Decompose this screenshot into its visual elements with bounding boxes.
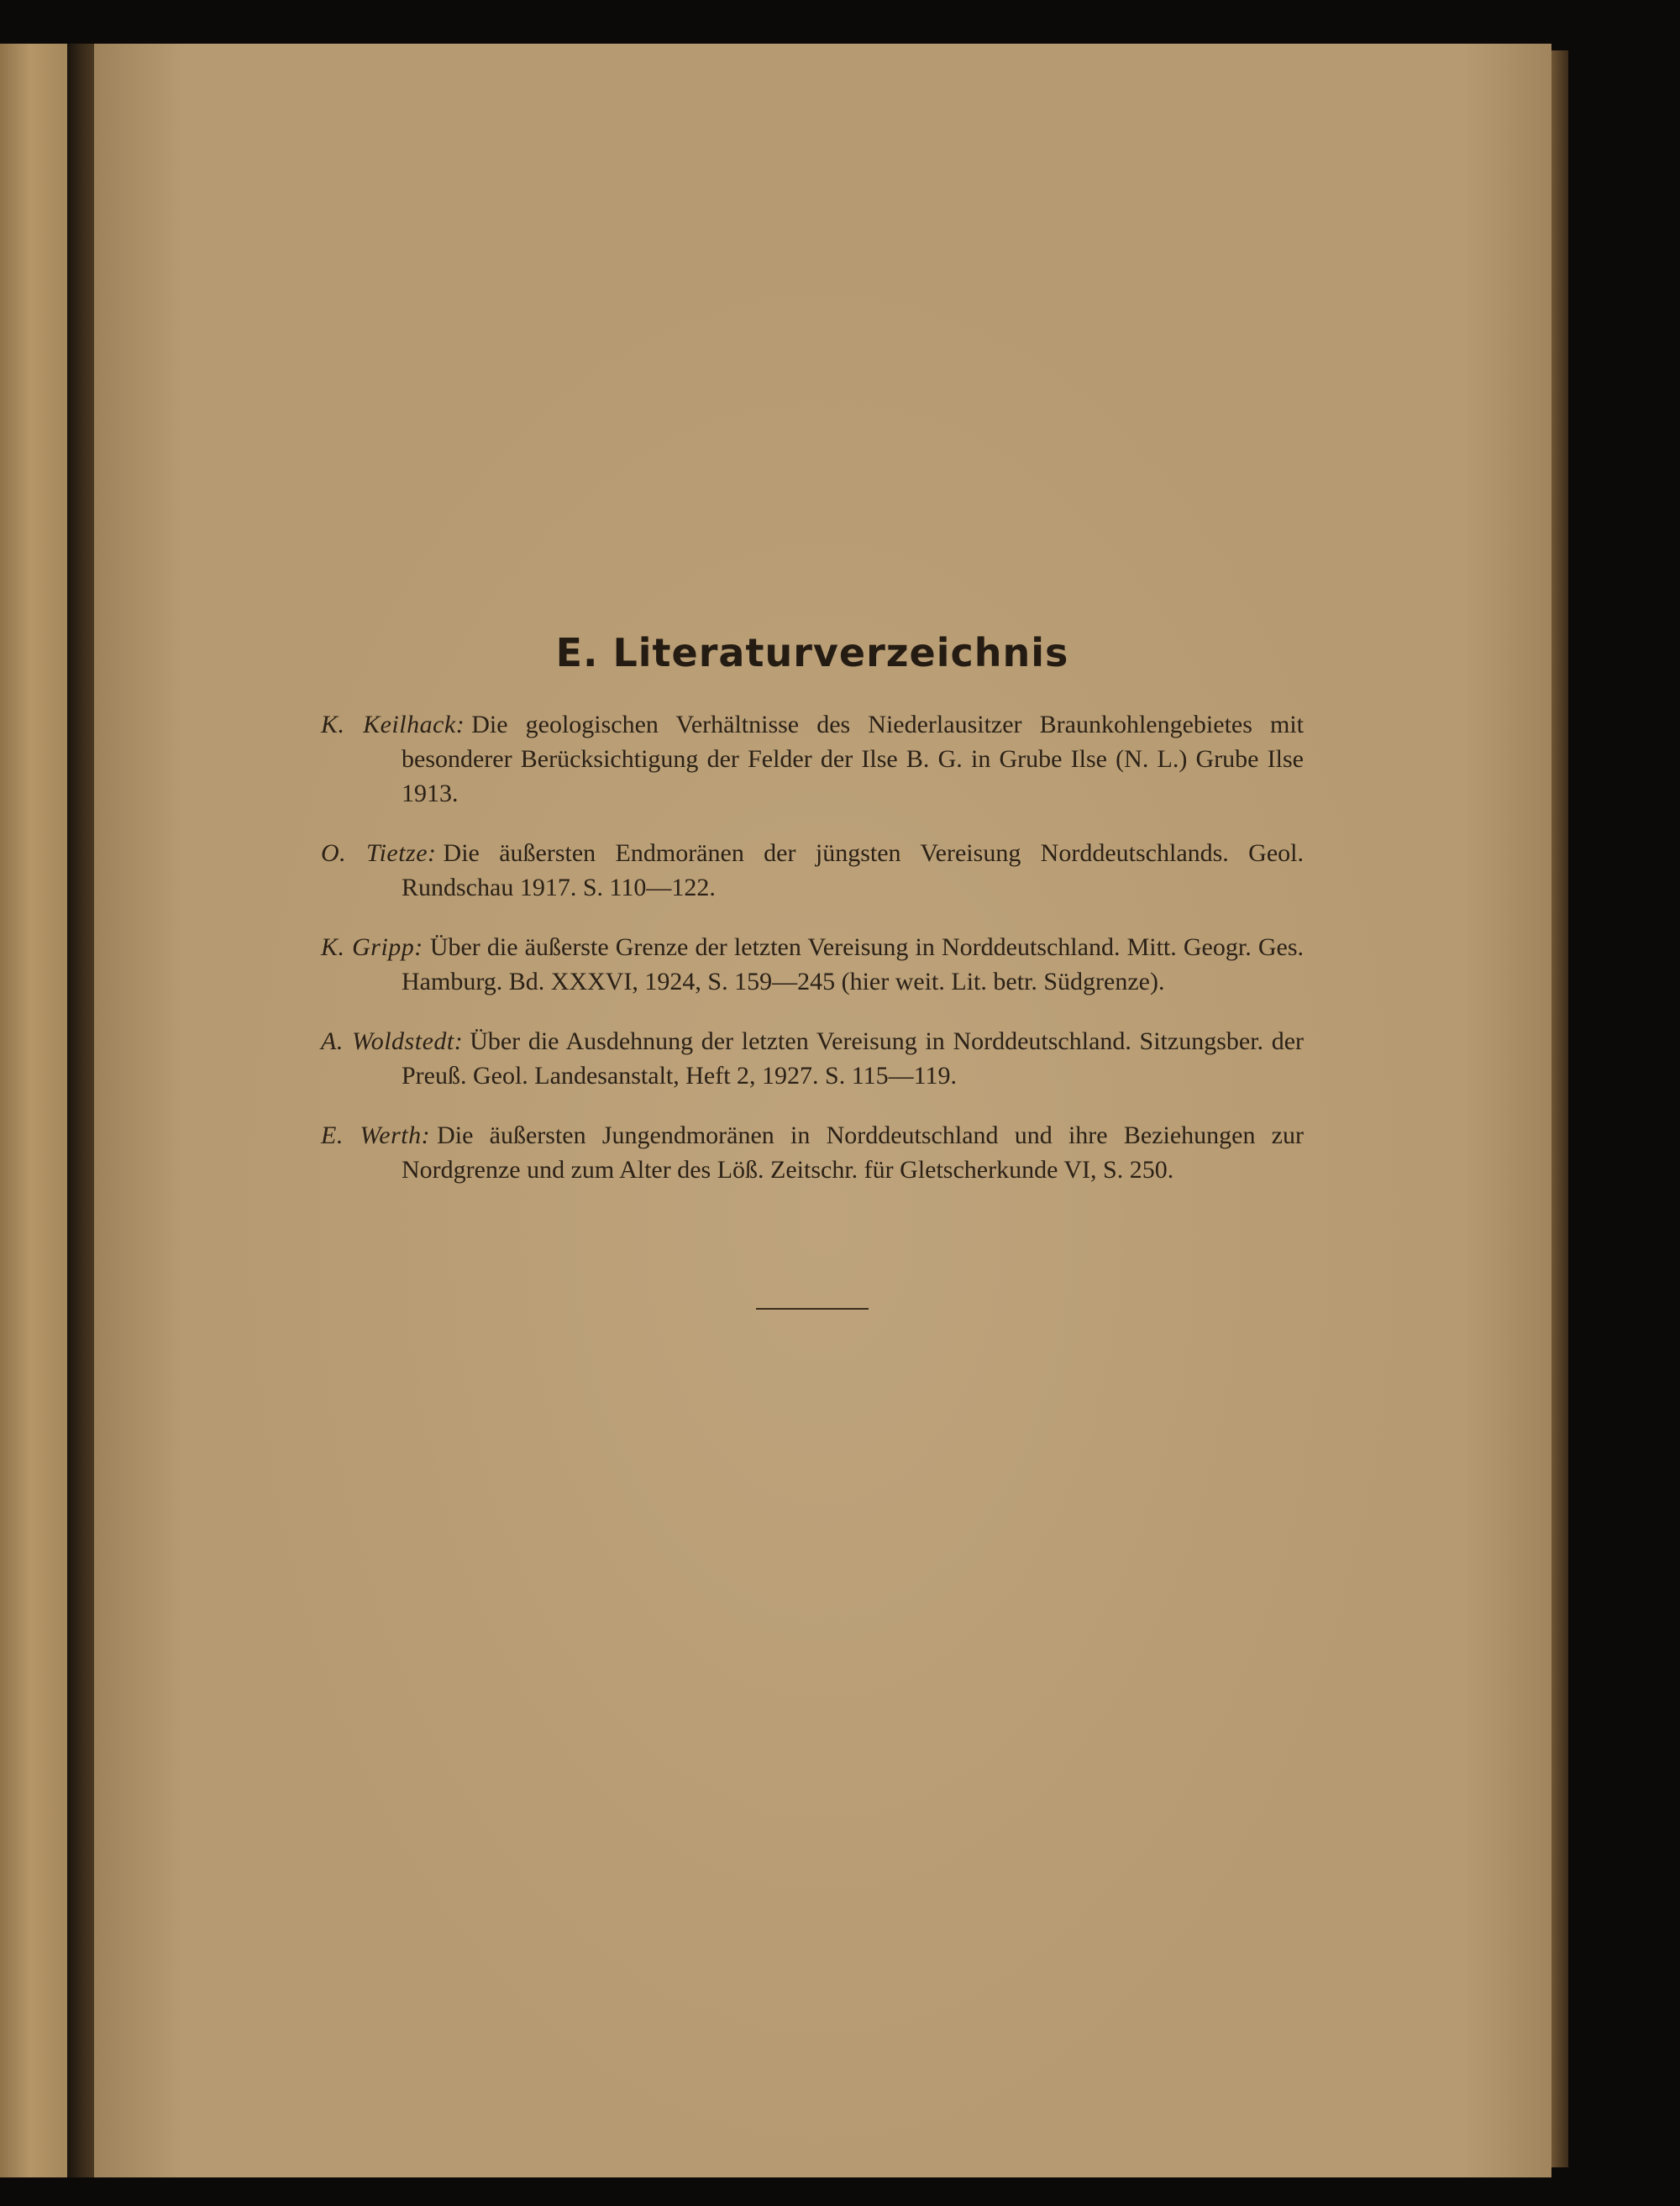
entry-author: E. Werth: [321,1121,431,1149]
bibliography-entry [321,707,1304,811]
entry-text: Die geologischen Verhältnisse des Niederlausitzer Braunkohlengebietes mit besonderer Berücksichtigung der Felder der Ilse B. G. in Grube Ilse (N. L.) Grube Ilse 1913. [402,711,1304,807]
bibliography-entry [321,930,1304,999]
entry-author: A. Woldstedt: [321,1027,464,1055]
right-page-edge [1551,50,1568,2167]
bibliography-entry [321,836,1304,905]
entry-text: Die äußersten Jungendmoränen in Norddeutschland und ihre Beziehungen zur Nordgrenze und zum Alter des Löß. Zeitschr. für Gletscherkunde VI, S. 250. [402,1121,1304,1184]
bibliography-section [321,630,1304,1197]
entry-text: Die äußersten Endmoränen der jüngsten Vereisung Norddeutschlands. Geol. Rundschau 1917. S. 110—122. [402,839,1304,901]
entry-author: O. Tietze: [321,839,437,867]
bibliography-entry [321,1024,1304,1093]
entry-text: Über die äußerste Grenze der letzten Vereisung in Norddeutschland. Mitt. Geogr. Ges. Hamburg. Bd. XXXVI, 1924, S. 159—245 (hier weit. Lit. betr. Südgrenze). [402,933,1304,995]
section-heading: E. Literaturverzeichnis [555,630,1069,675]
entry-text: Über die Ausdehnung der letzten Vereisung in Norddeutschland. Sitzungsber. der Preuß. Geol. Landesanstalt, Heft 2, 1927. S. 115—119. [402,1027,1304,1090]
entry-author: K. Keilhack: [321,711,465,738]
left-page-edge [0,44,67,2177]
entry-author: K. Gripp: [321,933,423,961]
bibliography-entry [321,1118,1304,1187]
section-end-rule [756,1308,869,1310]
